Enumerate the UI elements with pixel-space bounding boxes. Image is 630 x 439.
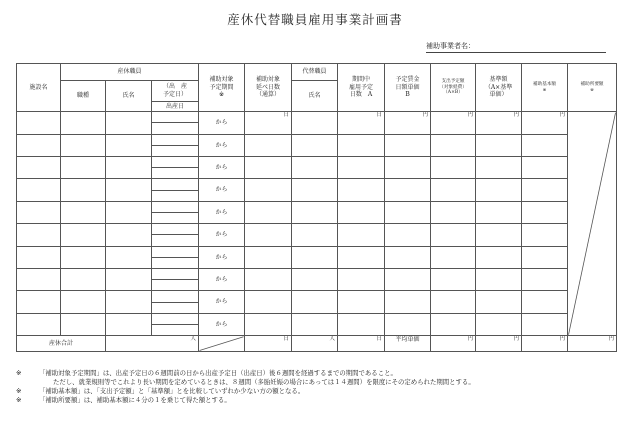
header-expected-birth: （出 産 予定日） — [152, 80, 199, 101]
header-hire-days: 期間中 雇用予定 日数 A — [338, 64, 385, 112]
facility-cell[interactable] — [17, 313, 61, 335]
hire-days-cell[interactable] — [338, 246, 385, 268]
total-period-blank — [199, 336, 245, 352]
notes — [16, 369, 626, 405]
total-label: 産休合計 — [17, 336, 106, 352]
job-type-cell[interactable] — [61, 156, 106, 178]
planned-pay-cell[interactable] — [431, 224, 476, 246]
sub-name-cell[interactable] — [292, 269, 338, 291]
basic-cell[interactable] — [522, 201, 568, 223]
planned-pay-cell[interactable] — [431, 134, 476, 156]
standard-cell[interactable] — [476, 246, 522, 268]
planned-pay-cell[interactable] — [431, 156, 476, 178]
facility-cell[interactable] — [17, 224, 61, 246]
note-line — [16, 396, 626, 405]
hire-days-cell[interactable] — [338, 156, 385, 178]
standard-cell[interactable] — [476, 156, 522, 178]
days-cell[interactable] — [245, 313, 292, 335]
expected-birth-cell[interactable] — [152, 224, 199, 235]
plan-table — [16, 63, 617, 352]
total-planned-pay: 円 — [431, 336, 476, 352]
expected-birth-cell[interactable] — [152, 291, 199, 302]
total-sub-people: 人 — [292, 336, 338, 352]
note-line — [16, 387, 626, 396]
planned-pay-cell[interactable] — [431, 291, 476, 313]
total-avg-wage: 平均単価 — [385, 336, 431, 352]
expected-birth-cell[interactable] — [152, 269, 199, 280]
applicant-label: 補助事業者名： — [426, 42, 475, 50]
facility-cell[interactable] — [17, 179, 61, 201]
sub-name-cell[interactable] — [292, 291, 338, 313]
period-cell[interactable]: から — [199, 201, 245, 223]
header-substitute: 代替職員 — [292, 64, 338, 81]
birth-date-cell[interactable] — [152, 123, 199, 134]
period-cell[interactable]: から — [199, 156, 245, 178]
planned-pay-cell[interactable] — [431, 201, 476, 223]
sub-name-cell[interactable] — [292, 156, 338, 178]
note-text: 「補助所要額」は、補助基本額に４分の１を乗じて得た額とする。 — [39, 396, 231, 404]
birth-date-cell[interactable] — [152, 168, 199, 179]
header-sub-name: 氏名 — [292, 80, 338, 111]
table-row — [17, 313, 617, 324]
birth-date-cell[interactable] — [152, 280, 199, 291]
name-cell[interactable] — [106, 134, 152, 156]
job-type-cell[interactable] — [61, 291, 106, 313]
job-type-cell[interactable] — [61, 224, 106, 246]
facility-cell[interactable] — [17, 291, 61, 313]
name-cell[interactable] — [106, 112, 152, 134]
period-cell[interactable]: から — [199, 246, 245, 268]
name-cell[interactable] — [106, 179, 152, 201]
header-leave-staff: 産休職員 — [61, 64, 199, 81]
basic-cell[interactable] — [522, 156, 568, 178]
header-basic: 補助基本額 ※ — [522, 64, 568, 112]
period-cell[interactable]: から — [199, 313, 245, 335]
table-row — [17, 224, 617, 235]
total-hire-days: 日 — [338, 336, 385, 352]
name-cell[interactable] — [106, 224, 152, 246]
job-type-cell[interactable] — [61, 201, 106, 223]
standard-cell[interactable] — [476, 201, 522, 223]
period-cell[interactable]: から — [199, 179, 245, 201]
facility-cell[interactable] — [17, 201, 61, 223]
table-row — [17, 291, 617, 302]
expected-birth-cell[interactable] — [152, 246, 199, 257]
hire-days-cell[interactable] — [338, 224, 385, 246]
table-row — [17, 112, 617, 123]
planned-pay-cell[interactable] — [431, 313, 476, 335]
period-cell[interactable]: から — [199, 112, 245, 134]
note-line — [16, 369, 626, 378]
birth-date-cell[interactable] — [152, 257, 199, 268]
wage-cell[interactable] — [385, 224, 431, 246]
sub-name-cell[interactable] — [292, 134, 338, 156]
basic-cell[interactable] — [522, 313, 568, 335]
name-cell[interactable] — [106, 201, 152, 223]
note-mark: ※ — [16, 396, 22, 404]
standard-cell[interactable] — [476, 313, 522, 335]
header-job-type: 職種 — [61, 80, 106, 111]
total-people: 人 — [106, 336, 199, 352]
total-required: 円 — [568, 336, 617, 352]
applicant-name-field[interactable] — [426, 41, 606, 53]
expected-birth-cell[interactable] — [152, 313, 199, 324]
facility-cell[interactable] — [17, 156, 61, 178]
days-cell[interactable]: 日 — [245, 112, 292, 134]
job-type-cell[interactable] — [61, 112, 106, 134]
planned-pay-cell[interactable] — [431, 179, 476, 201]
table-row — [17, 269, 617, 280]
sub-name-cell[interactable] — [292, 224, 338, 246]
days-cell[interactable] — [245, 291, 292, 313]
expected-birth-cell[interactable] — [152, 134, 199, 145]
planned-pay-cell[interactable] — [431, 246, 476, 268]
name-cell[interactable] — [106, 156, 152, 178]
header-facility: 施設名 — [17, 64, 61, 112]
days-cell[interactable] — [245, 269, 292, 291]
hire-days-cell[interactable] — [338, 313, 385, 335]
facility-cell[interactable] — [17, 134, 61, 156]
header-birth-date: 出産日 — [152, 102, 199, 112]
days-cell[interactable] — [245, 179, 292, 201]
planned-pay-cell[interactable]: 円 — [431, 112, 476, 134]
wage-cell[interactable]: 円 — [385, 112, 431, 134]
days-cell[interactable] — [245, 134, 292, 156]
name-cell[interactable] — [106, 313, 152, 335]
name-cell[interactable] — [106, 269, 152, 291]
table-row — [17, 201, 617, 212]
job-type-cell[interactable] — [61, 134, 106, 156]
period-cell[interactable]: から — [199, 291, 245, 313]
name-cell[interactable] — [106, 291, 152, 313]
hire-days-cell[interactable]: 日 — [338, 112, 385, 134]
days-cell[interactable] — [245, 201, 292, 223]
birth-date-cell[interactable] — [152, 212, 199, 223]
sub-name-cell[interactable] — [292, 201, 338, 223]
wage-cell[interactable] — [385, 246, 431, 268]
header-standard: 基準額 （A×基準 単価） — [476, 64, 522, 112]
period-cell[interactable]: から — [199, 224, 245, 246]
required-cell — [568, 112, 617, 336]
header-days: 補助対象 延べ日数 （通算） — [245, 64, 292, 112]
sub-name-cell[interactable] — [292, 179, 338, 201]
wage-cell[interactable] — [385, 313, 431, 335]
standard-cell[interactable] — [476, 291, 522, 313]
wage-cell[interactable] — [385, 269, 431, 291]
facility-cell[interactable] — [17, 269, 61, 291]
hire-days-cell[interactable] — [338, 291, 385, 313]
wage-cell[interactable] — [385, 156, 431, 178]
wage-cell[interactable] — [385, 179, 431, 201]
expected-birth-cell[interactable] — [152, 112, 199, 123]
wage-cell[interactable] — [385, 201, 431, 223]
job-type-cell[interactable] — [61, 179, 106, 201]
period-cell[interactable]: から — [199, 134, 245, 156]
header-name: 氏名 — [106, 80, 152, 111]
standard-cell[interactable] — [476, 269, 522, 291]
table-row — [17, 156, 617, 167]
document-title: 産休代替職員雇用事業計画書 — [227, 12, 403, 27]
facility-cell[interactable] — [17, 112, 61, 134]
days-cell[interactable] — [245, 156, 292, 178]
table-row — [17, 246, 617, 257]
header-required: 補助所要額 ※ — [568, 64, 617, 112]
days-cell[interactable] — [245, 246, 292, 268]
birth-date-cell[interactable] — [152, 325, 199, 336]
hire-days-cell[interactable] — [338, 269, 385, 291]
note-line — [16, 378, 626, 387]
expected-birth-cell[interactable] — [152, 156, 199, 167]
job-type-cell[interactable] — [61, 269, 106, 291]
table-row — [17, 134, 617, 145]
hire-days-cell[interactable] — [338, 201, 385, 223]
basic-cell[interactable] — [522, 179, 568, 201]
sub-name-cell[interactable] — [292, 313, 338, 335]
period-cell[interactable]: から — [199, 269, 245, 291]
basic-cell[interactable] — [522, 224, 568, 246]
birth-date-cell[interactable] — [152, 235, 199, 246]
basic-cell[interactable] — [522, 269, 568, 291]
basic-cell[interactable] — [522, 291, 568, 313]
standard-cell[interactable] — [476, 179, 522, 201]
hire-days-cell[interactable] — [338, 179, 385, 201]
note-text: 「補助対象予定期間」は、出産予定日の６週間前の日から出産予定日（出産日）後６週間を経過するまでの期間であること。 — [39, 369, 397, 377]
note-text: ただし、就業規則等でこれより長い期間を定めているときは、８週間（多胎妊娠の場合にあっては１４週間）を限度にその定められた期間とする。 — [53, 378, 475, 386]
facility-cell[interactable] — [17, 246, 61, 268]
basic-cell[interactable] — [522, 134, 568, 156]
total-basic: 円 — [522, 336, 568, 352]
standard-cell[interactable] — [476, 224, 522, 246]
note-mark: ※ — [16, 387, 22, 395]
note-text: 「補助基本額」は、「支出予定額」と「基準額」とを比較していずれか少ない方の額となる。 — [39, 387, 305, 395]
days-cell[interactable] — [245, 224, 292, 246]
wage-cell[interactable] — [385, 291, 431, 313]
wage-cell[interactable] — [385, 134, 431, 156]
birth-date-cell[interactable] — [152, 145, 199, 156]
standard-cell[interactable] — [476, 134, 522, 156]
total-days: 日 — [245, 336, 292, 352]
sub-name-cell[interactable] — [292, 112, 338, 134]
birth-date-cell[interactable] — [152, 190, 199, 201]
expected-birth-cell[interactable] — [152, 179, 199, 190]
header-period: 補助対象 予定期間 ※ — [199, 64, 245, 112]
header-wage: 予定賃金 日額単価 B — [385, 64, 431, 112]
total-row — [17, 336, 617, 352]
birth-date-cell[interactable] — [152, 302, 199, 313]
job-type-cell[interactable] — [61, 246, 106, 268]
table-row — [17, 179, 617, 190]
basic-cell[interactable]: 円 — [522, 112, 568, 134]
name-cell[interactable] — [106, 246, 152, 268]
sub-name-cell[interactable] — [292, 246, 338, 268]
planned-pay-cell[interactable] — [431, 269, 476, 291]
standard-cell[interactable]: 円 — [476, 112, 522, 134]
note-mark: ※ — [16, 369, 22, 377]
hire-days-cell[interactable] — [338, 134, 385, 156]
header-planned-pay: 支出予定額 （対象経費） （A×B） — [431, 64, 476, 112]
job-type-cell[interactable] — [61, 313, 106, 335]
expected-birth-cell[interactable] — [152, 201, 199, 212]
basic-cell[interactable] — [522, 246, 568, 268]
total-standard: 円 — [476, 336, 522, 352]
